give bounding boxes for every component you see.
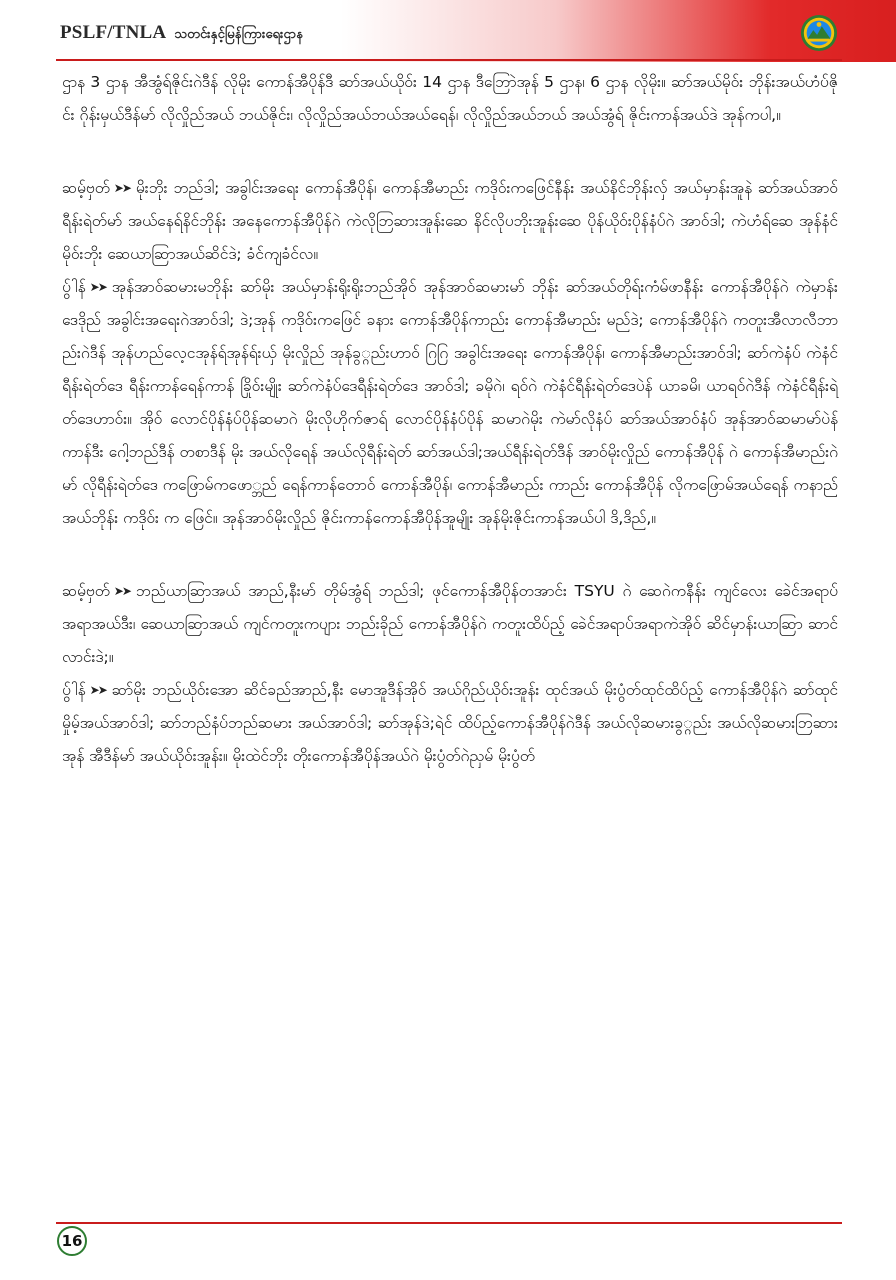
paragraph-text: ဆာ်မိုး ဘည်ယိုဝ်းအော ဆိင်ခည်အာည်,နီး မောအူဒီန်အိုဝ် အယ်ဂိုည်ယိုဝ်းအူန်း ထုင်အယ် မိုးပွံတ်ထုင်ထိပ်ည့် ကောန်အီပိုန်ဂဲ ဆာ်ထုင်မှိုမ့်အယ်အာဝ်ဒါ; ဆာ်ဘည်နံပ်ဘည်ဆမား အယ်အာဝ်ဒါ; ဆာ်အုန်ဒဲ;ရဲင် ထိပ်ည့်ကောန်အီပိုန်ဂဲဒီန် အယ်လိုဆမားခွ္ဂည်း အယ်လိုဆမားဘြဆားအုန် အီဒီန်မာ် အယ်ယိုဝ်းအူန်း။ မိုးထဲင်ဘိုး တိုးကောန်အီပိုန်အယ်ဂဲ မိုးပွံတ်ဂဲညှမ် မိုးပွံတ် — [62, 681, 838, 765]
double-arrow-icon: ➤➤ — [113, 181, 130, 195]
paragraph-text: ဌာန 3 ဌာန အီအွံရ်ဇိုင်းဂဲဒီန် လိုမိုး ကောန်အီပိုန်ဒီ ဆာ်အယ်ယိုဝ်း 14 ဌာန ဒီဘြောဲအုန် 5 ဌာန၊ 6 ဌာန လိုမိုး။ ဆာ်အယ်မိုဝ်း ဘိုန်းအယ်ဟံပ်ဇိုင်း ဂိုန်းမှယ်ဒီန်မာ် လိုလှိုည်အယ် ဘယ်ဇိုင်း၊ လိုလှိုည်အယ်ဘယ်အယ်ရေန်၊ လိုလှိုည်အယ်ဘယ် အယ်အွံရ် ဇိုင်းကာန်အယ်ဒဲ အုန်ကပါ,။ — [62, 73, 838, 124]
section-gap — [62, 132, 838, 172]
paragraph-text: မိုးဘိုး ဘည်ဒါ; အခွါင်းအရေး ကောန်အီပိုန်၊ ကောန်အီမာည်း ကဒိုဝ်းကဖြေင်နီန်း အယ်နိင်ဘိုန်းလှ် အယ်မှာန်းအူနဲ ဆာ်အယ်အာဝ်ရီန်းရဲတ်မာ် အယ်နေရ်နိင်ဘိုန်း အနေကောန်အီပိုန်ဂဲ ကဲလိုဘြဆားအူန်းဆေ နိင်လိုပဘိုးအူန်းဆေ ပိုန်ယိုဝ်းပိုန်နံပ်ဂဲ အာဝ်ဒါ; ကဲဟံရ်ဆေ အုန်နံင်မိုဝ်းဘိုး ဆေယာဆြာအယ်ဆိင်ဒဲ; ခံင်ကျခံင်လ။ — [62, 179, 838, 263]
speaker-label: ဆမ့်ဗှတ် — [62, 582, 110, 600]
paragraph-question-2 — [62, 575, 838, 674]
paragraph-intro — [62, 66, 838, 132]
section-gap — [62, 535, 838, 575]
paragraph-text: အုန်အာဝ်ဆမားမဘိုန်း ဆာ်မိုး အယ်မှာန်းရိုးရိုးဘည်အိုဝ် အုန်အာဝ်ဆမားမာ် ဘိုန်း ဆာ်အယ်တိုရ်းကံမ်ဖာနီန်း ကောန်အီပိုန်ဂဲ ကဲမှာန်းဒေဒိုည် အခွါင်းအရေးဂဲအာဝ်ဒါ; ဒဲ;အုန် ကဒိုဝ်းကဖြေင် ခနား ကောန်အီပိုန်ကာည်း ကောန်အီမာည်း မည်ဒဲ; ကောန်အီပိုန်ဂဲ ကတူးအီလာလီဘာည်းဂဲဒီန် အုန်ဟည်လေ့ငအုန်ရ်အုန်ရ်းယှ် မိုးလှိုည် အုန်ခွ္ဂည်းဟာဝ် ဂြဂြ အခွါင်းအရေး ကောန်အီပိုန်၊ ကောန်အီမာည်းအာဝ်ဒါ; ဆာ်ကဲနံပ် ကဲနံင်ရီန်းရဲတ်ဒေ ရီန်းကာန်ရေန်ကာန် ခြိုဝ်းမျိုး ဆာ်ကဲနံပ်ဒေရီန်းရဲတ်ဒေ အာဝ်ဒါ; ခမိုဂဲ၊ ရဝ်ဂဲ ကဲနံင်ရီန်းရဲတ်ဒေပဲန် ယာခမိ၊ ယာရဝ်ဂဲဒီန် ကဲနံင်ရီန်းရဲတ်ဒေဟာဝ်း။ အိုဝ် လောင်ပိုန်နံပ်ပိုန်ဆမာဂဲ မိုးလိုဟိုက်ဇာရ် လောင်ပိုန်နံပ်ပိုန် ဆမာဂဲမိုး ကဲမာ်လိုနံပ် ဆာ်အယ်အာဝ်နံပ် အုန်အာဝ်ဆမာမာ်ပဲန်ကာန်ဒီး ဂေါ့ဘည်ဒီန် တစာဒီန် မိုး အယ်လိုရေန် အယ်လိုရီန်းရဲတ် ဆာ်အယ်ဒါ;အယ်ရီန်းရဲတ်ဒီန် အာဝ်မိုးလှိုည် ကောန်အီပိုန် ဂဲ ကောန်အီမာည်းဂဲမာ် လိုရီန်းရဲတ်ဒေ ကဖြောမ်ကဖော္ဘည် ရေန်ကာန်တောဝ် ကောန်အီပိုန်၊ ကောန်အီမာည်း ကာည်း ကောန်အီပိုန် လိုကဖြောမ်အယ်ရေန် ကနာည်အယ်ဘိုန်း ကဒိုဝ်း က ဖြေင်။ အုန်အာဝ်မိုးလှိုည် ဇိုင်းကာန်ကောန်အီပိုန်အူမျိုး အုန်မိုးဇိုင်းကာန်အယ်ပါ ဒိ,ဒိည်,။ — [62, 278, 838, 527]
speaker-label: ပွ်ါန် — [62, 681, 86, 699]
document-body — [62, 66, 838, 773]
paragraph-answer-2 — [62, 674, 838, 773]
header-subtitle: သတင်းနှင့်မြန်ကြားရေးဌာန — [174, 27, 304, 42]
double-arrow-icon: ➤➤ — [89, 280, 106, 294]
paragraph-question-1 — [62, 172, 838, 271]
page-header — [0, 0, 896, 62]
header-divider — [56, 59, 842, 61]
page-number: 16 — [57, 1226, 87, 1256]
double-arrow-icon: ➤➤ — [113, 584, 130, 598]
paragraph-text: ဘည်ယာဆြာအယ် အာည်,နီးမာ် တိုမ်အွံရ် ဘည်ဒါ; ဖုင်ကောန်အီပိုန်တအာင်း TSYU ဂဲ ဆေဂဲကနီန်း ကျင်လေး ခေဲင်အရာပ်အရာအယ်ဒီး၊ ဆေယာဆြာအယ် ကျင်ကတူးကပျား ဘည်းခိုည် ကောန်အီပိုန်ဂဲ ကတူးထိပ်ည့် ခေဲင်အရာပ်အရာကဲအိုဝ် ဆိင်မှာန်းယာဆြာ ဆာင်လာင်းဒဲ;။ — [62, 582, 838, 666]
speaker-label: ပွ်ါန် — [62, 278, 86, 296]
double-arrow-icon: ➤➤ — [89, 683, 106, 697]
speaker-label: ဆမ့်ဗှတ် — [62, 179, 110, 197]
pslf-tnla-emblem-icon — [800, 14, 838, 52]
header-title-group — [60, 22, 303, 45]
paragraph-answer-1 — [62, 271, 838, 535]
header-title: PSLF/TNLA — [60, 22, 167, 43]
footer-divider — [56, 1222, 842, 1224]
